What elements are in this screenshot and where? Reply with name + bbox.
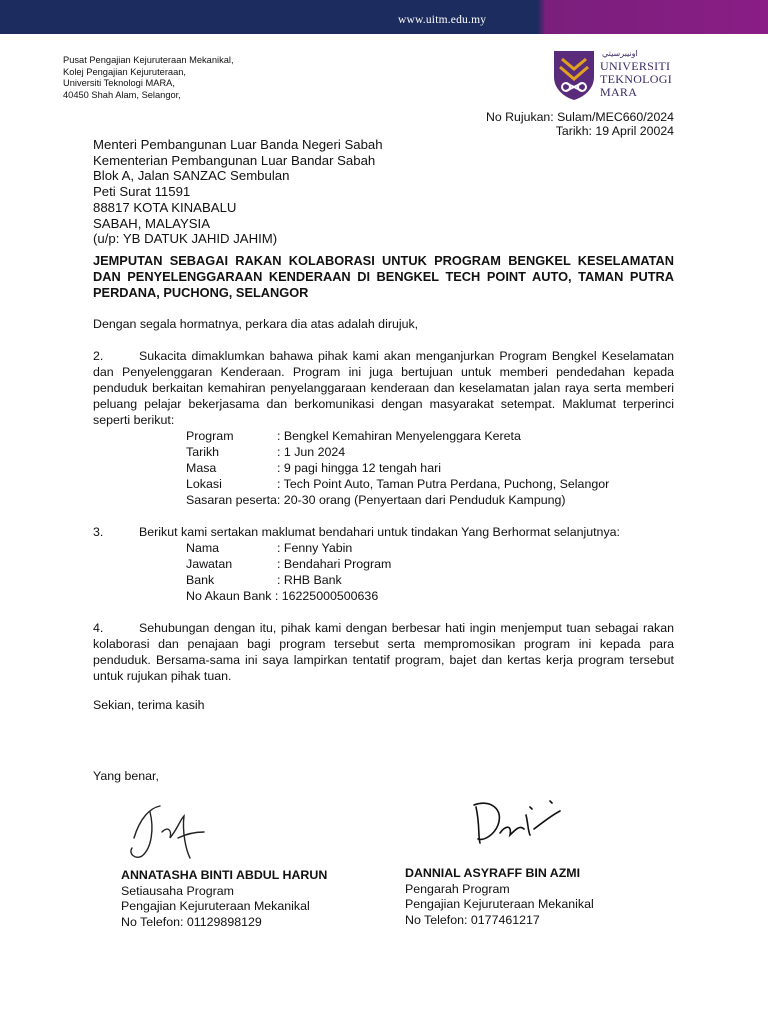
greeting: Dengan segala hormatnya, perkara dia atas adalah dirujuk,: [93, 317, 419, 331]
recipient-line: 88817 KOTA KINABALU: [93, 199, 237, 215]
sender-line: 40450 Shah Alam, Selangor,: [63, 89, 181, 100]
signatory-department: Pengajian Kejuruteraan Mekanikal: [121, 899, 310, 914]
signatory-right: [405, 866, 594, 928]
detail-label: Tarikh: [186, 445, 220, 459]
yang-benar: Yang benar,: [93, 769, 159, 783]
detail-label: Jawatan: [186, 557, 233, 571]
paragraph-4: [93, 620, 674, 684]
recipient-line: SABAH, MALAYSIA: [93, 215, 211, 231]
signatory-name: DANNIAL ASYRAFF BIN AZMI: [405, 866, 581, 880]
recipient-line: (u/p: YB DATUK JAHID JAHIM): [93, 231, 278, 247]
signatory-left: [121, 868, 327, 930]
reference-number: No Rujukan: Sulam/MEC660/2024: [486, 110, 674, 124]
paragraph-number: 4.: [93, 621, 104, 635]
detail-row: [186, 444, 609, 460]
paragraph-3: [93, 524, 674, 540]
header-bar: [0, 0, 768, 34]
sender-line: Kolej Pengajian Kejuruteraan,: [63, 66, 187, 77]
signature-right-icon: [470, 795, 570, 850]
uitm-logo: [552, 47, 682, 103]
detail-value: : Bendahari Program: [277, 557, 392, 571]
detail-row: [186, 428, 609, 444]
recipient-address: [93, 137, 383, 247]
logo-line-1: UNIVERSITI: [600, 59, 671, 73]
detail-value: : RHB Bank: [277, 573, 342, 587]
signatory-title: Setiausaha Program: [121, 883, 234, 898]
paragraph-text: Sukacita dimaklumkan bahawa pihak kami akan menganjurkan Program Bengkel Keselamatan dan Penyelenggaran Kenderaan. Program ini juga bertujuan untuk memberi pendedahan kepada penduduk berkaitan kemahiran penyelanggaraan kenderaan dan keselamatan jalan raya serta memberi peluang pelajar bekerjasama dan berkomunikasi dengan masyarakat setempat. Maklumat terperinci seperti berikut:: [93, 349, 674, 427]
signatory-phone: No Telefon: 0177461217: [405, 912, 540, 927]
detail-row: [186, 572, 391, 588]
paragraph-text: Berikut kami sertakan maklumat bendahari untuk tindakan Yang Berhormat selanjutnya:: [139, 525, 620, 539]
signatory-title: Pengarah Program: [405, 881, 510, 896]
sender-line: Pusat Pengajian Kejuruteraan Mekanikal,: [63, 55, 234, 65]
recipient-line: Menteri Pembangunan Luar Banda Negeri Sabah: [93, 137, 383, 152]
detail-value: : 9 pagi hingga 12 tengah hari: [277, 461, 441, 475]
jawi-script-mark: ﺍﻭﻧﻴﺒﺮﺳﻴﺘﻲ: [602, 49, 638, 58]
bank-account: No Akaun Bank : 16225000500636: [186, 589, 379, 603]
detail-label: Bank: [186, 573, 215, 587]
paragraph-number: 3.: [93, 525, 104, 539]
detail-label: Lokasi: [186, 477, 222, 491]
recipient-line: Peti Surat 11591: [93, 184, 191, 200]
logo-line-3: MARA: [600, 85, 638, 99]
uitm-crest-icon: [552, 49, 596, 101]
recipient-line: Blok A, Jalan SANZAC Sembulan: [93, 168, 290, 184]
target-participants: Sasaran peserta: 20-30 orang (Penyertaan dari Penduduk Kampung): [186, 493, 566, 507]
letter-date: Tarikh: 19 April 20024: [555, 124, 674, 138]
letter-subject: JEMPUTAN SEBAGAI RAKAN KOLABORASI UNTUK PROGRAM BENGKEL KESELAMATAN DAN PENYELENGGARAAN KENDERAAN DI BENGKEL TECH POINT AUTO, TAMAN PUTRA PERDANA, PUCHONG, SELANGOR: [93, 253, 674, 300]
sender-line: Universiti Teknologi MARA,: [63, 78, 175, 89]
closing: Sekian, terima kasih: [93, 698, 205, 712]
signature-left-icon: [120, 798, 215, 868]
detail-label: Program: [186, 429, 234, 443]
detail-value: : Tech Point Auto, Taman Putra Perdana, Puchong, Selangor: [277, 477, 610, 491]
detail-label: Nama: [186, 541, 220, 555]
paragraph-2: [93, 348, 674, 428]
paragraph-number: 2.: [93, 349, 104, 363]
detail-label: Masa: [186, 461, 217, 475]
detail-row: [186, 476, 609, 492]
detail-value: : Bengkel Kemahiran Menyelenggara Kereta: [277, 429, 521, 443]
logo-line-2: TEKNOLOGI: [600, 72, 673, 86]
detail-value: : Fenny Yabin: [277, 541, 353, 555]
detail-row: [186, 460, 609, 476]
detail-value: : 1 Jun 2024: [277, 445, 346, 459]
sender-address: [63, 55, 234, 101]
detail-row: [186, 556, 391, 572]
signatory-name: ANNATASHA BINTI ABDUL HARUN: [121, 868, 328, 882]
detail-row: [186, 540, 391, 556]
signatory-department: Pengajian Kejuruteraan Mekanikal: [405, 897, 594, 912]
treasurer-details: [186, 540, 391, 604]
website-url: www.uitm.edu.my: [398, 14, 487, 26]
reference-block: [486, 110, 674, 138]
signatory-phone: No Telefon: 01129898129: [121, 914, 262, 929]
paragraph-text: Sehubungan dengan itu, pihak kami dengan berbesar hati ingin menjemput tuan sebagai rakan kolaborasi dan penajaan bagi program tersebut serta mempromosikan program ini kepada para penduduk. Bersama-sama ini saya lampirkan tentatif program, bajet dan kertas kerja program tersebut untuk rujukan pihak tuan.: [93, 621, 674, 683]
program-details: [186, 428, 609, 508]
recipient-line: Kementerian Pembangunan Luar Bandar Sabah: [93, 152, 376, 168]
